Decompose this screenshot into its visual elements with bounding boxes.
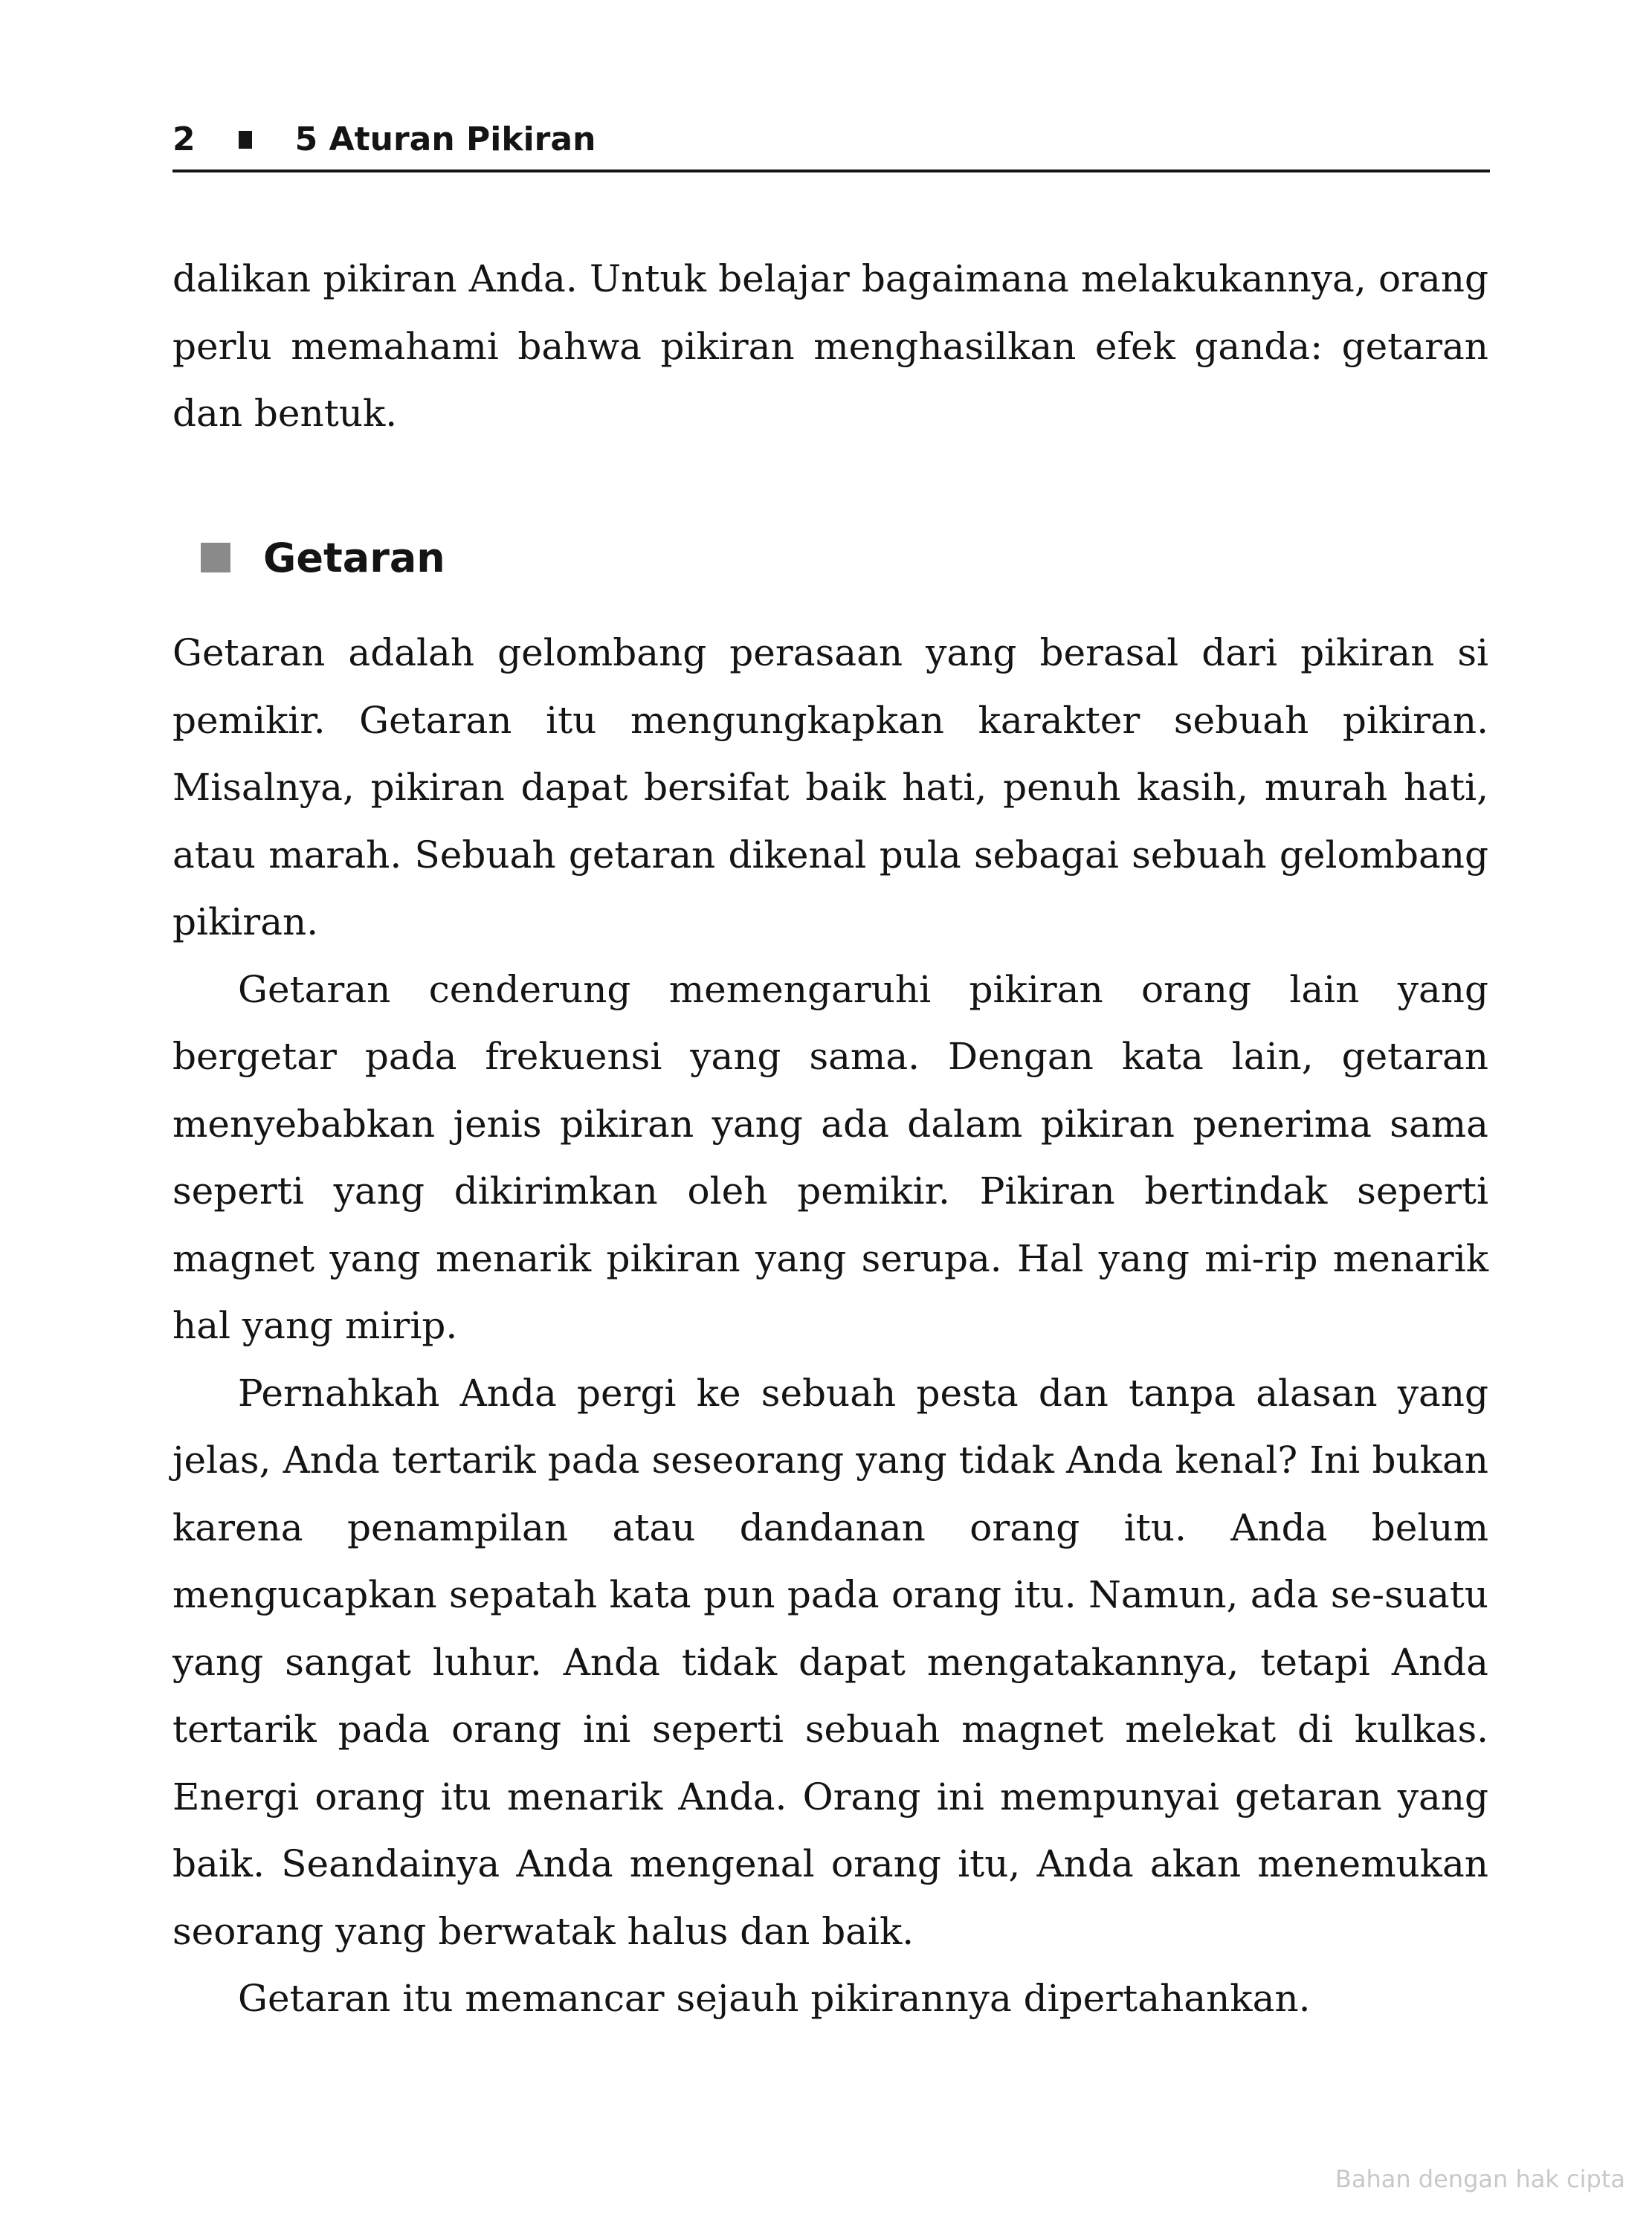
paragraph: Pernahkah Anda pergi ke sebuah pesta dan tanpa alasan yang jelas, Anda tertarik pada seseorang yang tidak Anda kenal? Ini bukan karena penampilan atau dandanan orang itu. Anda belum mengucapkan sepatah kata pun pada orang itu. Namun, ada se-suatu yang sangat luhur. Anda tidak dapat mengatakannya, tetapi Anda tertarik pada orang ini seperti sebuah magnet melekat di kulkas. Energi orang itu menarik Anda. Orang ini mempunyai getaran yang baik. Seandainya Anda mengenal orang itu, Anda akan menemukan seorang yang berwatak halus dan baik. xyxy=(172,1371,1488,1953)
section-heading xyxy=(201,524,445,591)
page-number: 2 xyxy=(172,120,196,158)
intro-paragraph: dalikan pikiran Anda. Untuk belajar bagaimana melakukannya, orang perlu memahami bahwa pikiran menghasilkan efek ganda: getaran dan bentuk. xyxy=(172,257,1488,435)
gray-square-icon xyxy=(201,543,230,572)
paragraph: Getaran adalah gelombang perasaan yang berasal dari pikiran si pemikir. Getaran itu mengungkapkan karakter sebuah pikiran. Misalnya, pikiran dapat bersifat baik hati, penuh kasih, murah hati, atau marah. Sebuah getaran dikenal pula sebagai sebuah gelombang pikiran. xyxy=(172,631,1488,943)
paragraph: Getaran cenderung memengaruhi pikiran orang lain yang bergetar pada frekuensi yang sama. Dengan kata lain, getaran menyebabkan jenis pikiran yang ada dalam pikiran penerima sama seperti yang dikirimkan oleh pemikir. Pikiran bertindak seperti magnet yang menarik pikiran yang serupa. Hal yang mi-rip menarik hal yang mirip. xyxy=(172,967,1488,1347)
copyright-watermark: Bahan dengan hak cipta xyxy=(1335,2165,1625,2193)
book-title: 5 Aturan Pikiran xyxy=(294,120,596,158)
section-body xyxy=(172,619,1488,2033)
section-title: Getaran xyxy=(263,534,445,581)
paragraph: Getaran itu memancar sejauh pikirannya dipertahankan. xyxy=(238,1977,1311,2020)
intro-text xyxy=(172,245,1488,448)
header-rule xyxy=(172,170,1490,172)
square-bullet-icon xyxy=(239,131,252,149)
running-head xyxy=(172,110,1488,170)
